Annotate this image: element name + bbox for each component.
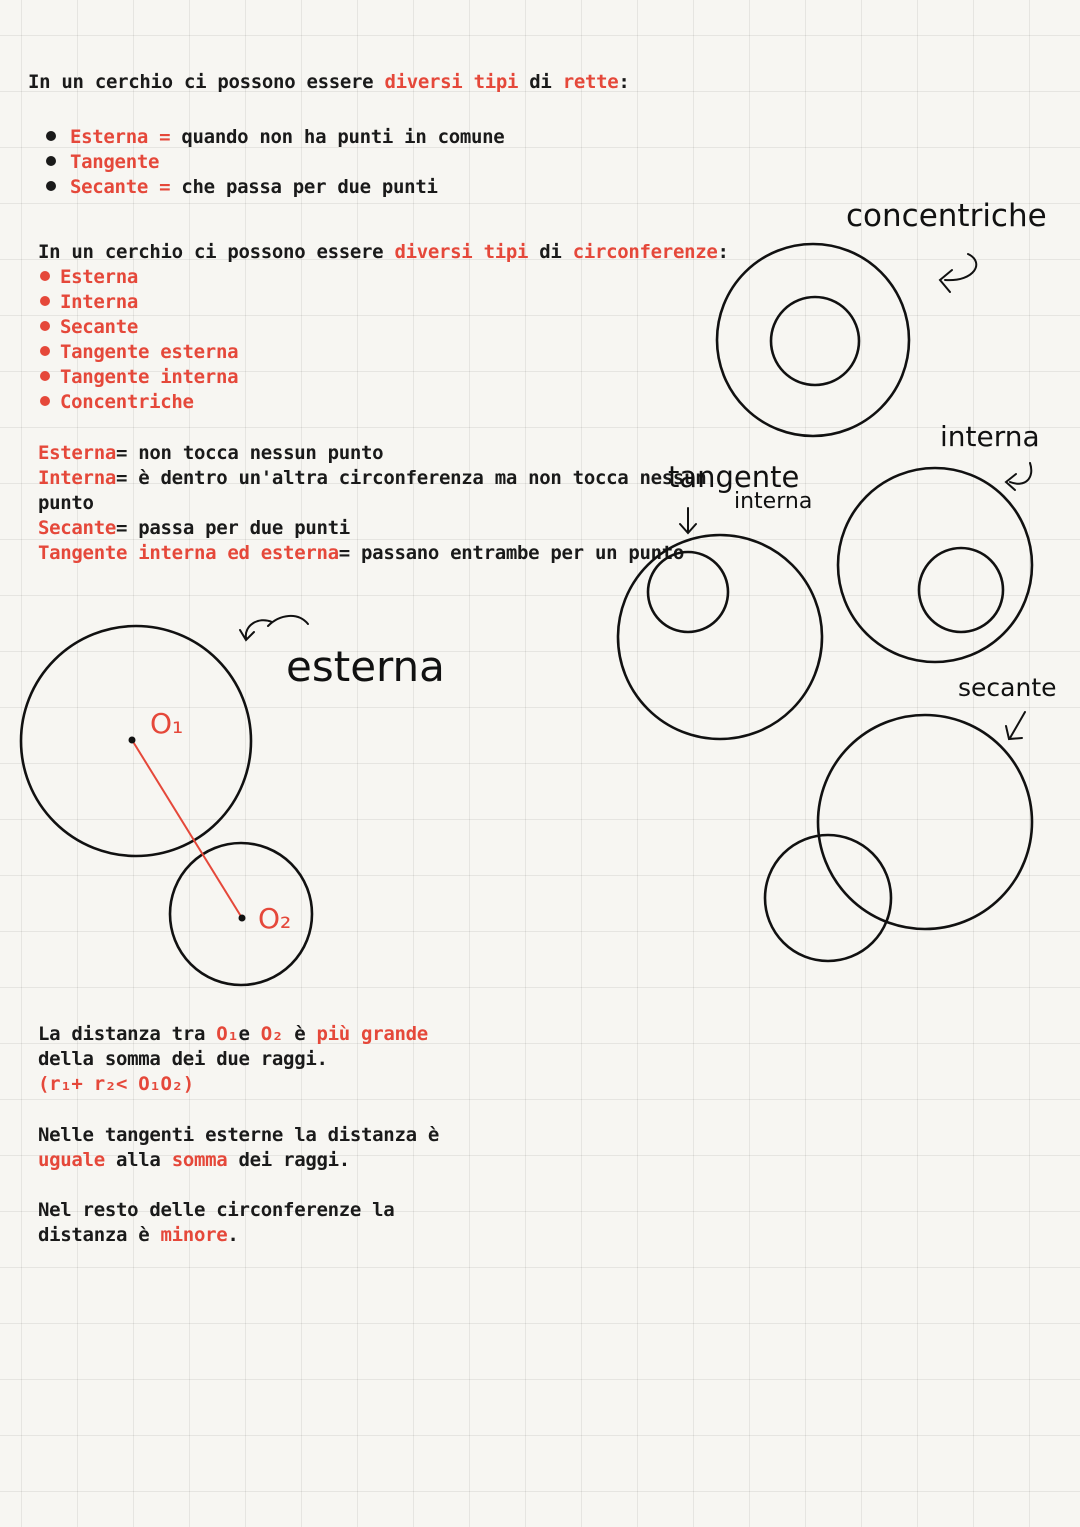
list-item-term: Tangente: [70, 151, 160, 173]
center-o1-dot: [129, 737, 136, 744]
lines-intro-highlight: diversi tipi: [384, 71, 519, 93]
lines-intro-colon: :: [618, 71, 630, 93]
circles-intro-c: di: [528, 241, 573, 263]
list-item-desc: quando non ha punti in comune: [181, 126, 505, 148]
list-item-sep: =: [147, 126, 182, 148]
note-text: alla: [104, 1149, 172, 1171]
label-tangent-internal: interna: [734, 489, 813, 514]
definition-text: = è dentro un'altra circonferenza ma non tocca nessun: [115, 467, 707, 489]
concentric-outer-circle: [717, 244, 909, 436]
list-item-label: Tangente esterna: [60, 341, 239, 363]
list-item-label: Tangente interna: [60, 366, 239, 388]
external-circle-1: [21, 626, 251, 856]
lines-intro-rette: rette: [562, 71, 619, 93]
definition-text: = passa per due punti: [115, 517, 350, 539]
list-item-label: Secante: [60, 316, 138, 338]
internal-arrow-icon: [1006, 463, 1031, 490]
note-o1: O₁: [216, 1023, 239, 1045]
note-o2: O₂: [260, 1023, 284, 1045]
circles-intro-colon: :: [717, 241, 729, 263]
concentric-arrow-icon: [940, 254, 976, 292]
note-distance: [38, 1022, 428, 1047]
note-text: La distanza tra: [38, 1023, 217, 1045]
tangent-internal-inner-circle: [648, 552, 728, 632]
definition-term: Interna: [38, 467, 116, 489]
note-text: e: [238, 1023, 261, 1045]
label-internal: interna: [940, 420, 1040, 453]
list-item-label: Interna: [60, 291, 138, 313]
label-o1: O₁: [150, 707, 184, 740]
list-item-label: Esterna: [60, 266, 138, 288]
note-highlight: somma: [171, 1149, 228, 1171]
list-item-desc: che passa per due punti: [181, 176, 438, 198]
concentric-inner-circle: [771, 297, 859, 385]
definition-internal-cont: punto: [38, 492, 94, 514]
note-tangent-external: Nelle tangenti esterne la distanza è: [38, 1124, 440, 1146]
label-o2: O₂: [258, 902, 292, 935]
secant-large-circle: [818, 715, 1032, 929]
external-arrow-icon: [240, 616, 308, 640]
label-tangent: tangente: [668, 460, 800, 494]
tangent-internal-outer-circle: [618, 535, 822, 739]
list-item-sep: =: [147, 176, 182, 198]
circles-intro-a: In un cerchio ci possono essere: [38, 241, 395, 263]
list-item-term: Esterna: [70, 126, 148, 148]
note-tangent-external-line2: [38, 1148, 350, 1173]
internal-outer-circle: [838, 468, 1032, 662]
note-highlight: più grande: [316, 1023, 428, 1045]
secant-small-circle: [765, 835, 891, 961]
tangent-arrow-icon: [680, 508, 696, 533]
definition-term: Esterna: [38, 442, 116, 464]
note-text: distanza è: [38, 1224, 161, 1246]
note-distance-line2: della somma dei due raggi.: [38, 1048, 328, 1070]
secant-arrow-icon: [1006, 712, 1025, 739]
note-formula: (r₁+ r₂< O₁O₂): [38, 1073, 194, 1095]
note-text: .: [227, 1224, 239, 1246]
note-highlight: minore: [160, 1224, 228, 1246]
label-external: esterna: [286, 642, 445, 691]
center-o2-dot: [239, 915, 246, 922]
definition-text: = non tocca nessun punto: [115, 442, 384, 464]
circles-intro-circonferenze: circonferenze: [572, 241, 718, 263]
label-concentric: concentriche: [846, 198, 1047, 234]
list-item-label: Concentriche: [60, 391, 194, 413]
definition-text: = passano entrambe per un punto: [338, 542, 685, 564]
lines-intro-a: In un cerchio ci possono essere: [28, 71, 385, 93]
list-item-term: Secante: [70, 176, 148, 198]
definition-term: Tangente interna ed esterna: [38, 542, 339, 564]
note-rest-line2: [38, 1223, 239, 1248]
note-rest: Nel resto delle circonferenze la: [38, 1199, 395, 1221]
label-secant: secante: [958, 673, 1057, 702]
lines-intro-c: di: [518, 71, 563, 93]
note-text: è: [283, 1023, 317, 1045]
internal-inner-circle: [919, 548, 1003, 632]
circles-intro-highlight: diversi tipi: [394, 241, 529, 263]
note-text: dei raggi.: [227, 1149, 350, 1171]
definition-term: Secante: [38, 517, 116, 539]
note-highlight: uguale: [38, 1149, 105, 1171]
distance-line: [132, 740, 242, 918]
